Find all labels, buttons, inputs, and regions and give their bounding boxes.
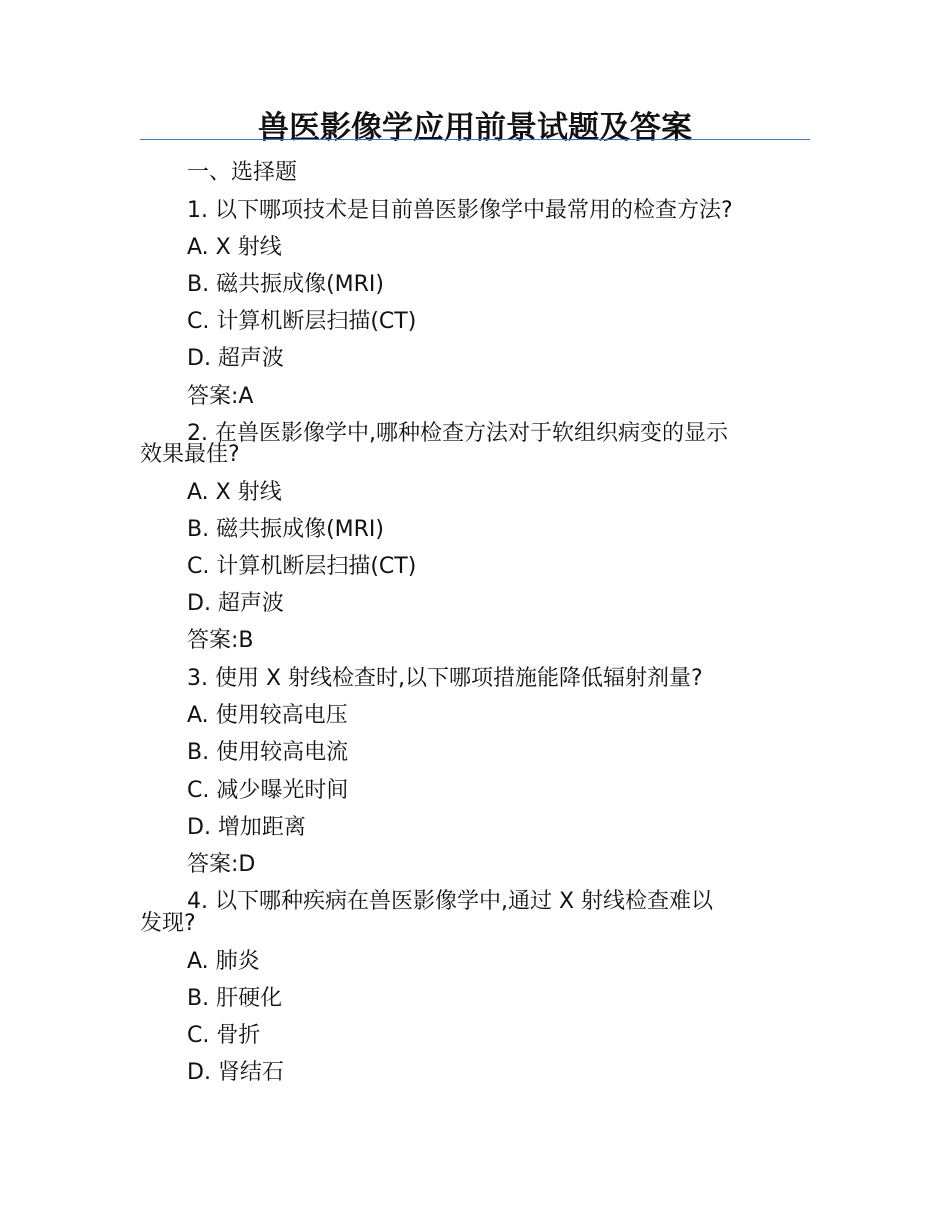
question-2-text: 2. 在兽医影像学中,哪种检查方法对于软组织病变的显示 [187,421,728,446]
section-heading: 一、选择题 [187,160,298,185]
question-4-text: 4. 以下哪种疾病在兽医影像学中,通过 X 射线检查难以 [187,889,714,914]
question-1-option-d: D. 超声波 [187,346,284,371]
question-3-option-a: A. 使用较高电压 [187,703,348,728]
question-4-text-continued: 发现? [140,911,196,936]
question-2-option-c: C. 计算机断层扫描(CT) [187,554,417,579]
question-3-option-b: B. 使用较高电流 [187,740,349,765]
question-2-option-a: A. X 射线 [187,480,282,505]
question-3-text: 3. 使用 X 射线检查时,以下哪项措施能降低辐射剂量? [187,666,703,691]
question-2-text-continued: 效果最佳? [140,442,240,467]
question-1-option-a: A. X 射线 [187,235,282,260]
question-4-option-c: C. 骨折 [187,1023,261,1048]
question-3-answer: 答案:D [187,852,256,877]
question-3-option-c: C. 减少曝光时间 [187,778,349,803]
question-1-answer: 答案:A [187,384,254,409]
question-4-option-d: D. 肾结石 [187,1060,284,1085]
question-3-option-d: D. 增加距离 [187,815,306,840]
question-2-option-b: B. 磁共振成像(MRI) [187,517,385,542]
question-1-option-b: B. 磁共振成像(MRI) [187,272,385,297]
page-title: 兽医影像学应用前景试题及答案 [258,110,692,146]
title-underline [140,139,810,140]
question-4-option-b: B. 肝硬化 [187,986,283,1011]
question-2-option-d: D. 超声波 [187,591,284,616]
question-1-text: 1. 以下哪项技术是目前兽医影像学中最常用的检查方法? [187,198,733,223]
question-4-option-a: A. 肺炎 [187,949,260,974]
question-1-option-c: C. 计算机断层扫描(CT) [187,309,417,334]
question-2-answer: 答案:B [187,628,254,653]
